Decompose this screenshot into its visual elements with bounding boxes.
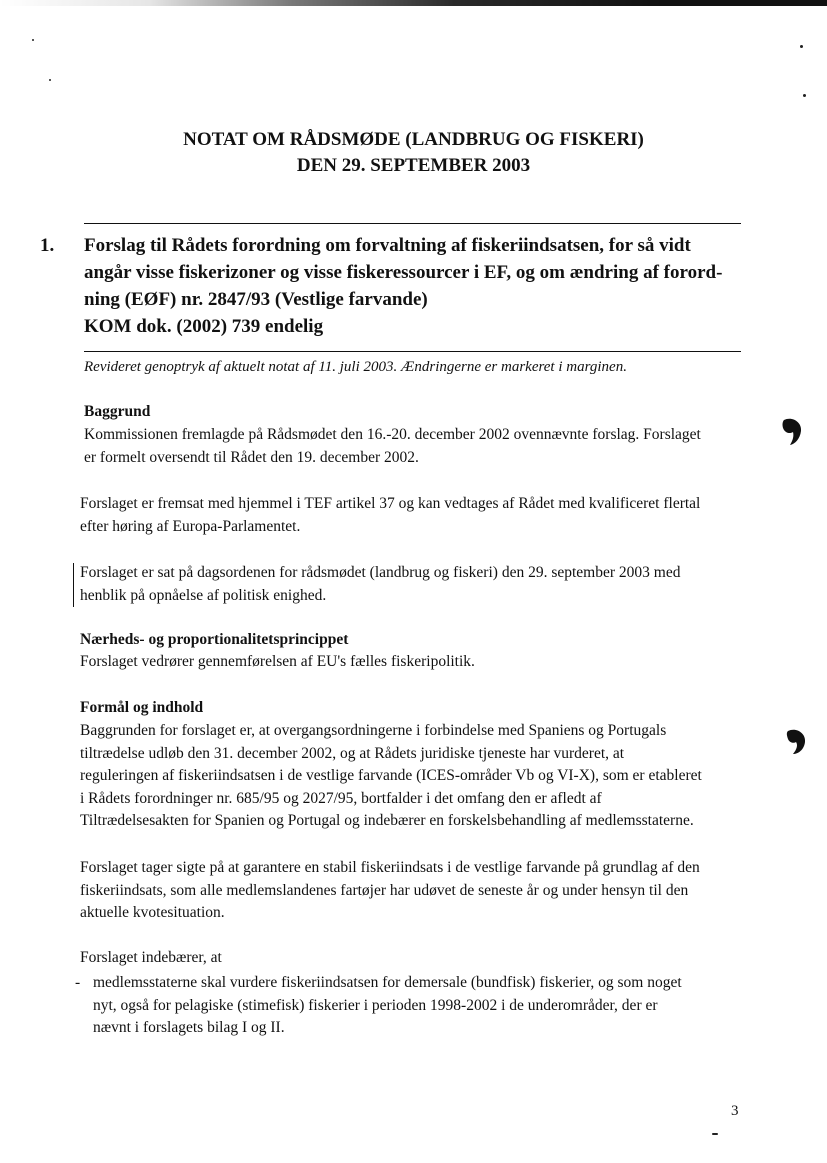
paragraph-baggrund-3 <box>80 562 680 607</box>
text-line: Forslaget er fremsat med hjemmel i TEF artikel 37 og kan vedtages af Rådet med kvalificeret flertal <box>80 495 701 512</box>
text-line: aktuelle kvotesituation. <box>80 904 225 921</box>
section-title-line: angår visse fiskerizoner og visse fiskeressourcer i EF, og om ændring af forord- <box>84 262 723 283</box>
paragraph-baggrund-1 <box>84 424 701 469</box>
section-number: 1. <box>40 235 55 256</box>
section-title-line: KOM dok. (2002) 739 endelig <box>84 316 324 337</box>
document-title-line-1: NOTAT OM RÅDSMØDE (LANDBRUG OG FISKERI) <box>183 129 644 150</box>
text-line: efter høring af Europa-Parlamentet. <box>80 517 301 535</box>
paragraph-formaal-1 <box>80 720 702 833</box>
paragraph-naerhed <box>80 651 475 674</box>
text-line: Baggrunden for forslaget er, at overgangsordningerne i forbindelse med Spaniens og Portugals <box>80 722 667 739</box>
paragraph-formaal-3 <box>80 947 222 970</box>
bullet-dash: - <box>75 974 81 991</box>
text-line: henblik på opnåelse af politisk enighed. <box>80 586 327 604</box>
text-line: nyt, også for pelagiske (stimefisk) fiskerier i perioden 1998-2002 i de underområder, der er <box>93 996 658 1014</box>
text-line: Tiltrædelsesakten for Spanien og Portugal og indebærer en forskelsbehandling af medlemsstaterne. <box>80 812 694 829</box>
section-title-line: ning (EØF) nr. 2847/93 (Vestlige farvande) <box>84 289 428 310</box>
change-margin-bar <box>73 563 74 607</box>
paragraph-baggrund-2 <box>80 493 700 538</box>
heading-naerhed: Nærheds- og proportionalitetsprincippet <box>80 631 349 648</box>
text-line: Forslaget indebærer, at <box>80 949 222 966</box>
bullet-item <box>93 972 682 1040</box>
text-line: nævnt i forslagets bilag I og II. <box>93 1019 285 1036</box>
scan-speck <box>803 94 806 97</box>
revision-note: Revideret genoptryk af aktuelt notat af 11. juli 2003. Ændringerne er markeret i marginen. <box>84 359 627 375</box>
scan-speck <box>49 79 51 81</box>
text-line: reguleringen af fiskeriindsatsen i de vestlige farvande (ICES-områder Vb og VI-X), som er etableret <box>80 767 702 784</box>
section-top-rule <box>84 223 741 224</box>
text-line: Forslaget er sat på dagsordenen for rådsmødet (landbrug og fiskeri) den 29. september 2003 med <box>80 564 681 581</box>
text-line: medlemsstaterne skal vurdere fiskeriindsatsen for demersale (bundfisk) fiskerier, og som noget <box>93 974 682 991</box>
scan-speck <box>32 39 34 41</box>
text-line: Forslaget tager sigte på at garantere en stabil fiskeriindsats i de vestlige farvande på grundlag af den <box>80 859 700 876</box>
heading-formaal: Formål og indhold <box>80 699 204 716</box>
section-title <box>84 232 744 340</box>
change-marker-icon <box>778 416 804 446</box>
document-title-line-2: DEN 29. SEPTEMBER 2003 <box>296 155 531 176</box>
section-title-line: Forslag til Rådets forordning om forvaltning af fiskeriindsatsen, for så vidt <box>84 235 691 256</box>
scan-top-edge <box>0 0 827 6</box>
section-bottom-rule <box>84 351 741 352</box>
text-line: Kommissionen fremlagde på Rådsmødet den 16.-20. december 2002 ovennævnte forslag. Forslaget <box>84 426 701 443</box>
change-marker-icon <box>783 726 809 756</box>
text-line: tiltrædelse udløb den 31. december 2002, og at Rådets juridiske tjeneste har vurderet, at <box>80 744 625 762</box>
text-line: i Rådets forordninger nr. 685/95 og 2027/95, bortfalder i det omfang den er afledt af <box>80 789 602 807</box>
text-line: fiskeriindsats, som alle medlemslandenes fartøjer har udøvet de seneste år og under hensyn til den <box>80 881 689 899</box>
page-number: 3 <box>731 1103 739 1119</box>
heading-baggrund: Baggrund <box>84 403 151 420</box>
text-line: er formelt oversendt til Rådet den 19. december 2002. <box>84 448 419 466</box>
text-line: Forslaget vedrører gennemførelsen af EU's fælles fiskeripolitik. <box>80 653 475 670</box>
scan-speck <box>800 45 803 48</box>
scan-speck <box>712 1133 718 1135</box>
paragraph-formaal-2 <box>80 857 700 925</box>
